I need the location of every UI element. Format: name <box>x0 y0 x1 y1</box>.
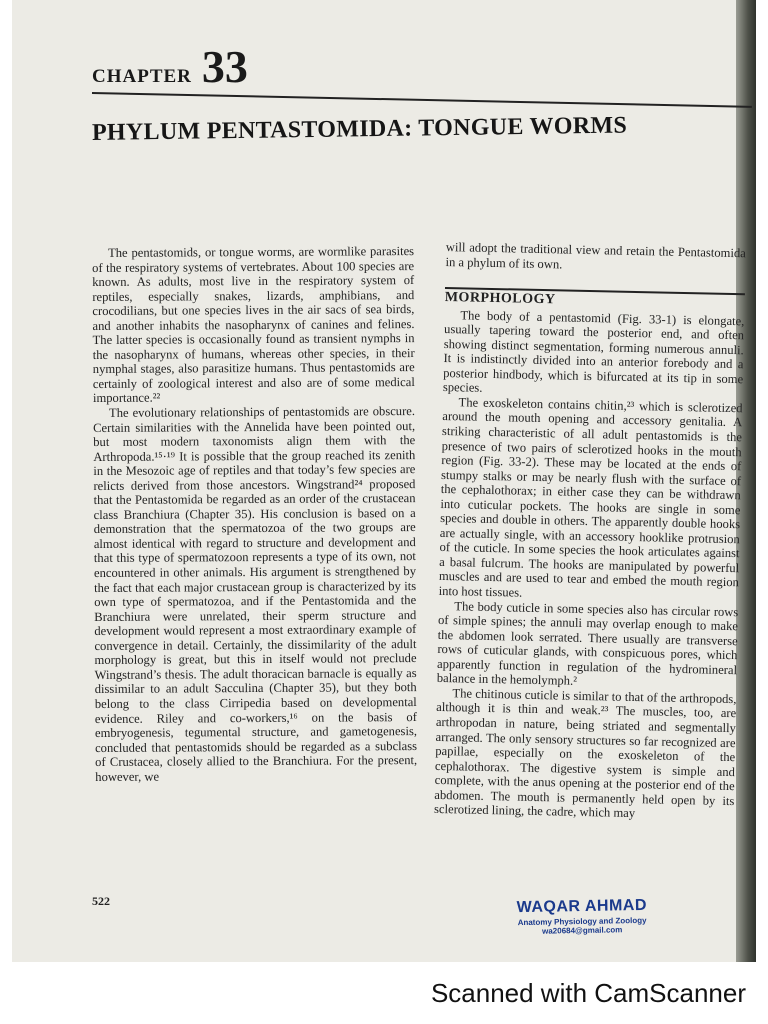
left-column <box>92 244 417 784</box>
paragraph: The exoskeleton contains chitin,²³ which is sclerotized around the mouth opening and accessory genitalia. A striking characteristic of all adult pentastomids is the presence of two pairs of sclerotized hooks in the mouth region (Fig. 33-2). These may be located at the ends of stumpy stalks or may be nearly flush with the surface of the cephalothorax; in either case they can be withdrawn into cuticular pockets. The hooks are single in some species and double in others. The apparently double hooks are actually single, with an accessory hooklike protrusion of the cuticle. In some species the hook articulates against a basal fulcrum. The hooks are manipulated by powerful muscles and are used to tear and embed the mouth region into host tissues. <box>438 395 743 600</box>
book-page <box>12 0 756 962</box>
page-number: 522 <box>92 894 110 908</box>
paragraph: The evolutionary relationships of pentastomids are obscure. Certain similarities with the Annelida have been pointed out, but most modern taxonomists align them with the Arthropoda.¹⁵·¹⁹ It is possible that the group reached its zenith in the Mesozoic age of reptiles and that today’s few species are relicts derived from those ancestors. Wingstrand²⁴ proposed that the Pentastomida be regarded as an order of the crustacean class Branchiura (Chapter 35). His conclusion is based on a demonstration that the spermatozoa of the two groups are almost identical with regard to structure and development and that this type of spermatozoon represents a type of its own, not encountered in other animals. His argument is strengthened by the fact that each major crustacean group is characterized by its own type of spermatozoa, and if the Pentastomida and the Branchiura were unrelated, their sperm structure and development would represent a most extraordinary example of convergence in detail. Certainly, the dissimilarity of the adult morphology is great, but this in itself would not preclude Wingstrand’s thesis. The adult thoracican barnacle is equally as dissimilar to an adult Sacculina (Chapter 35), but they both belong to the class Cirripedia based on developmental evidence. Riley and co-workers,¹⁶ on the basis of embryogenesis, tegumental structure, and gametogenesis, concluded that pentastomids should be regarded as a subclass of Crustacea, closely allied to the Branchiura. For the present, however, we <box>93 404 418 784</box>
scanner-watermark: Scanned with CamScanner <box>430 978 746 1008</box>
owner-stamp <box>502 897 663 937</box>
section-heading: MORPHOLOGY <box>444 290 556 308</box>
stamp-subtitle: Anatomy Physiology and Zoology <box>517 915 647 928</box>
paragraph: The pentastomids, or tongue worms, are wormlike parasites of the respiratory systems of vertebrates. About 100 species are known. As adults, most live in the respiratory system of reptiles, especially snakes, lizards, amphibians, and crocodilians, but one species lives in the air sacs of sea birds, and another inhabits the nasopharynx of canines and felines. The latter species is occasionally found as transient nymphs in the nasopharynx of humans, whereas other species, in their nymphal stages, also parasitize humans. Thus pentastomids are certainly of zoological interest and also are of some medical importance.²² <box>92 244 415 406</box>
stamp-name: WAQAR AHMAD <box>516 896 648 917</box>
chapter-heading <box>92 40 248 93</box>
paragraph: The body cuticle in some species also has circular rows of simple spines; the annuli may overlap enough to make the abdomen look serrated. There usually are transverse rows of cuticular glands, with conspicuous pores, which apparently function in regulation of the hydromineral balance in the hemolymph.² <box>436 598 739 689</box>
chapter-title: PHYLUM PENTASTOMIDA: TONGUE WORMS <box>91 112 628 146</box>
chapter-number: 33 <box>201 41 248 92</box>
chapter-label: CHAPTER <box>92 66 192 87</box>
right-column <box>434 240 746 823</box>
paragraph-continuation: will adopt the traditional view and retain the Pentastomida in a phylum of its own. <box>445 240 746 271</box>
paragraph: The body of a pentastomid (Fig. 33-1) is elongate, usually tapering toward the posterior end, and often showing distinct segmentation, forming numerous annuli. It is indistinctly divided into an anterior forebody and a posterior hindbody, which is bifurcated at its tip in some species. <box>442 307 745 396</box>
paragraph: The chitinous cuticle is similar to that of the arthropods, although it is thin and weak.²³ The muscles, too, are arthropodan in nature, being striated and segmentally arranged. The only sensory structures so far recognized are papillae, especially on the exoskeleton of the cephalothorax. The digestive system is simple and complete, with the anus opening at the posterior end of the abdomen. The mouth is permanently held open by its sclerotized lining, the cadre, which may <box>433 686 737 821</box>
stamp-email: wa20684@gmail.com <box>542 925 623 936</box>
chapter-rule <box>92 92 752 108</box>
